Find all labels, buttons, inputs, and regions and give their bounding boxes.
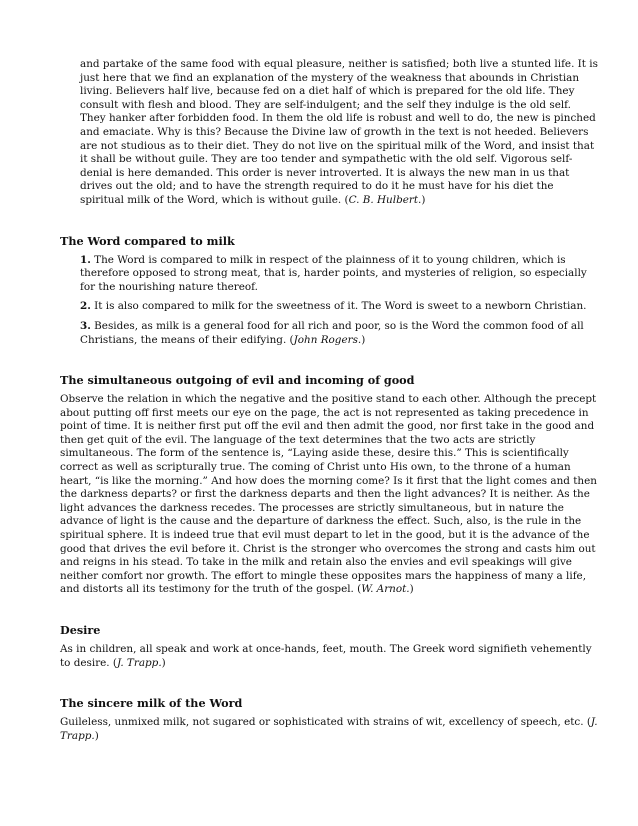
author-citation: J. Trapp.	[60, 716, 598, 742]
numbered-paragraph: 1. The Word is compared to milk in respect of the plainness of it to young children, which is therefore opposed to strong meat, that is, harder points, and mysteries of religion, so especially for the nourishing nature thereof.	[80, 253, 587, 293]
body-paragraph: Observe the relation in which the negative and the positive stand to each other. Although the precept about putting off first meets our eye on the page, the act is not represented as taking precedence in point of time. It is neither first put off the evil and then admit the good, nor first take in the good and then get quit of the evil. The language of the text determines that the two acts are strictly simultaneous. The form of the sentence is, “Laying aside these, desire this.” This is scientifically correct as well as scripturally true. The coming of Christ unto His own, to the throne of a human heart, “is like the morning.” And how does the morning come? Is it first that the light comes and then the darkness departs? or first the darkness departs and then the light advances? It is neither. As the light advances the darkness recedes. The processes are strictly simultaneous, but in nature the advance of light is the cause and the departure of darkness the effect. Such, also, is the rule in the spiritual sphere. It is indeed true that evil must depart to let in the good, but it is the advance of the good that drives the evil before it. Christ is the stronger who overcomes the strong and casts him out and reigns in his stead. To take in the milk and retain also the envies and evil speakings will give neither comfort nor growth. The effort to mingle these opposites mars the happiness of many a life, and distorts all its testimony for the truth of the gospel. (W. Arnot.)	[60, 393, 597, 596]
body-paragraph: As in children, all speak and work at once-hands, feet, mouth. The Greek word signifieth vehemently to desire. (J. Trapp.)	[60, 643, 592, 669]
numbered-paragraph: 2. It is also compared to milk for the sweetness of it. The Word is sweet to a newborn Christian.	[80, 300, 587, 313]
section-heading: The Word compared to milk	[60, 233, 235, 248]
author-citation: J. Trapp.	[116, 656, 162, 669]
numbered-paragraph: 3. Besides, as milk is a general food for all rich and poor, so is the Word the common food of all Christians, the means of their edifying. (John Rogers.)	[80, 319, 584, 346]
section-heading: The sincere milk of the Word	[60, 696, 243, 711]
section-heading: Desire	[60, 623, 101, 637]
author-citation: W. Arnot.	[361, 583, 410, 596]
author-citation: John Rogers.	[293, 333, 362, 346]
body-paragraph: Guileless, unmixed milk, not sugared or sophisticated with strains of wit, excellency of speech, etc. (J. Trapp.)	[60, 716, 598, 742]
section-heading: The simultaneous outgoing of evil and incoming of good	[60, 373, 415, 388]
author-citation: C. B. Hulbert.	[348, 193, 422, 206]
intro-paragraph: and partake of the same food with equal pleasure, neither is satisfied; both live a stunted life. It is just here that we find an explanation of the mystery of the weakness that abounds in Christian living. Believers half live, because fed on a diet half of which is prepared for the old life. They consult with flesh and blood. They are self-indulgent; and the self they indulge is the old self. They hanker after forbidden food. In them the old life is robust and well to do, the new is pinched and emaciate. Why is this? Because the Divine law of growth in the text is not heeded. Believers are not studious as to their diet. They do not live on the spiritual milk of the Word, and insist that it shall be without guile. They are too tender and sympathetic with the old self. Vigorous self-denial is here demanded. This order is never introverted. It is always the new man in us that drives out the old; and to have the strength required to do it he must have for his diet the spiritual milk of the Word, which is without guile. (C. B. Hulbert.)	[80, 58, 598, 206]
